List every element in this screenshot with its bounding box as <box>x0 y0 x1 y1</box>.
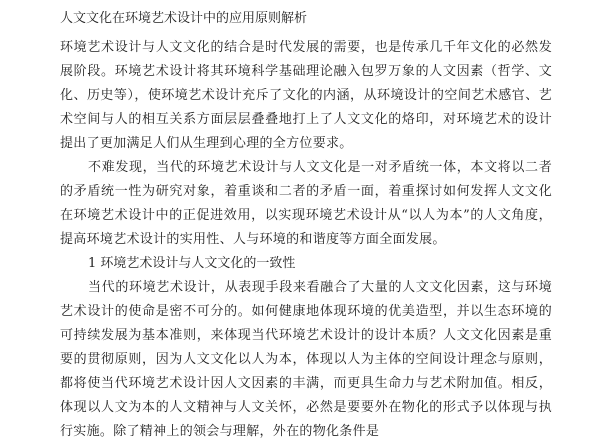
section-paragraph: 当代的环境艺术设计，从表现手段来看融合了大量的人文文化因素，这与环境艺术设计的使命是密不可分的。如何健康地体现环境的优美造型，并以生态环境的可持续发展为基本准则，来体现当代环境艺术设计的设计本质？人文文化因素是重要的贯彻原则，因为人文文化以人为本，体现以人为主体的空间设计理念与原则，都将使当代环境艺术设计因人文因素的丰满，而更具生命力与艺术附加值。相反，体现以人文为本的人文精神与人文关怀，必然是要要外在物化的形式予以体现与执行实施。除了精神上的领会与理解，外在的物化条件是 <box>60 280 552 439</box>
body-paragraph: 不难发现，当代的环境艺术设计与人文文化是一对矛盾统一体，本文将以二者的矛盾统一性为研究对象，着重谈和二者的矛盾一面，着重探讨如何发挥人文文化在环境艺术设计中的正促进效用，以实现环境艺术设计从“以人为本”的人文角度，提高环境艺术设计的实用性、人与环境的和谐度等方面全面发展。 <box>60 160 552 247</box>
section-heading: 1 环境艺术设计与人文文化的一致性 <box>88 256 296 271</box>
document-title: 人文文化在环境艺术设计中的应用原则解析 <box>60 11 308 26</box>
intro-paragraph: 环境艺术设计与人文文化的结合是时代发展的需要，也是传承几千年文化的必然发展阶段。环境艺术设计将其环境科学基础理论融入包罗万象的人文因素（哲学、文化、历史等），使环境艺术设计充斥了文化的内涵，从环境设计的空间艺术感官、艺术空间与人的相互关系方面层层叠叠地打上了人文文化的烙印，对环境艺术的设计提出了更加满足人们从生理到心理的全方位要求。 <box>60 40 552 151</box>
document-page <box>0 9 600 439</box>
